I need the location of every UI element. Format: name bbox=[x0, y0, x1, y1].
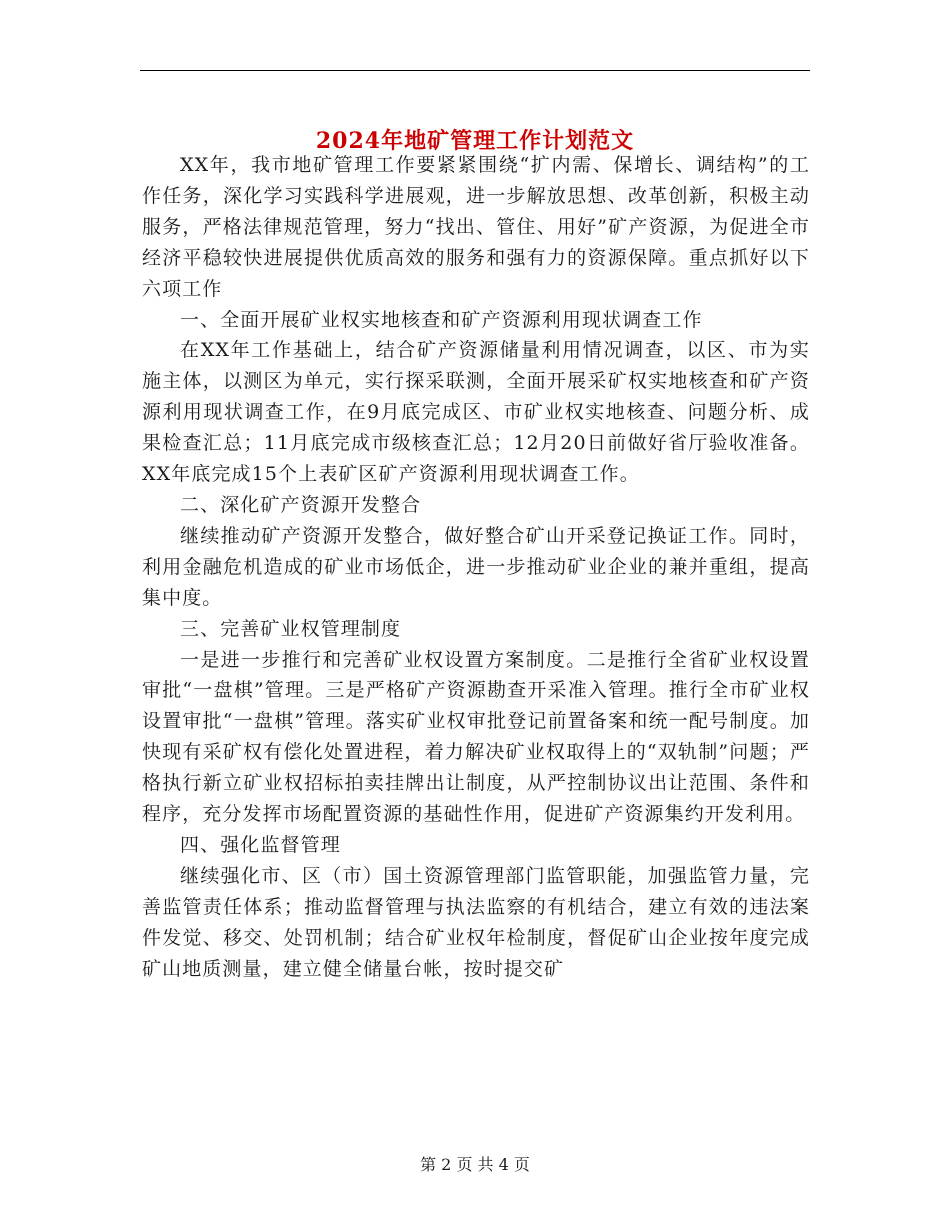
section-heading-4: 四、强化监督管理 bbox=[180, 833, 341, 856]
page-footer: 第 2 页 共 4 页 bbox=[420, 1155, 530, 1174]
section-paragraph-3: 一是进一步推行和完善矿业权设置方案制度。二是推行全省矿业权设置审批“一盘棋”管理。三是严格矿产资源勘查开采准入管理。推行全市矿业权设置审批“一盘棋”管理。落实矿业权审批登记前置备案和统一配号制度。加快现有采矿权有偿化处置进程，着力解决矿业权取得上的“双轨制”问题；严格执行新立矿业权招标拍卖挂牌出让制度，从严控制协议出让范围、条件和程序，充分发挥市场配置资源的基础性作用，促进矿产资源集约开发利用。 bbox=[142, 648, 810, 826]
section-heading-2: 二、深化矿产资源开发整合 bbox=[180, 493, 422, 516]
section-paragraph-1: 在XX年工作基础上，结合矿产资源储量利用情况调查，以区、市为实施主体，以测区为单元，实行探采联测，全面开展采矿权实地核查和矿产资源利用现状调查工作，在9月底完成区、市矿业权实地核查、问题分析、成果检查汇总；11月底完成市级核查汇总；12月20日前做好省厅验收准备。XX年底完成15个上表矿区矿产资源利用现状调查工作。 bbox=[142, 339, 810, 486]
section-paragraph-2: 继续推动矿产资源开发整合，做好整合矿山开采登记换证工作。同时，利用金融危机造成的矿业市场低企，进一步推动矿业企业的兼并重组，提高集中度。 bbox=[142, 524, 810, 609]
intro-paragraph: XX年，我市地矿管理工作要紧紧围绕“扩内需、保增长、调结构”的工作任务，深化学习实践科学进展观，进一步解放思想、改革创新，积极主动服务，严格法律规范管理，努力“找出、管住、用好”矿产资源，为促进全市经济平稳较快进展提供优质高效的服务和强有力的资源保障。重点抓好以下六项工作 bbox=[142, 154, 810, 300]
section-heading-3: 三、完善矿业权管理制度 bbox=[180, 617, 402, 640]
section-heading-1: 一、全面开展矿业权实地核查和矿产资源利用现状调查工作 bbox=[180, 308, 703, 331]
document-body bbox=[142, 150, 810, 984]
document-title: 2024年地矿管理工作计划范文 bbox=[315, 127, 635, 154]
section-paragraph-4: 继续强化市、区（市）国土资源管理部门监管职能，加强监管力量，完善监管责任体系；推动监督管理与执法监察的有机结合，建立有效的违法案件发觉、移交、处罚机制；结合矿业权年检制度，督促矿山企业按年度完成矿山地质测量，建立健全储量台帐，按时提交矿 bbox=[142, 864, 810, 980]
header-rule bbox=[140, 70, 810, 71]
